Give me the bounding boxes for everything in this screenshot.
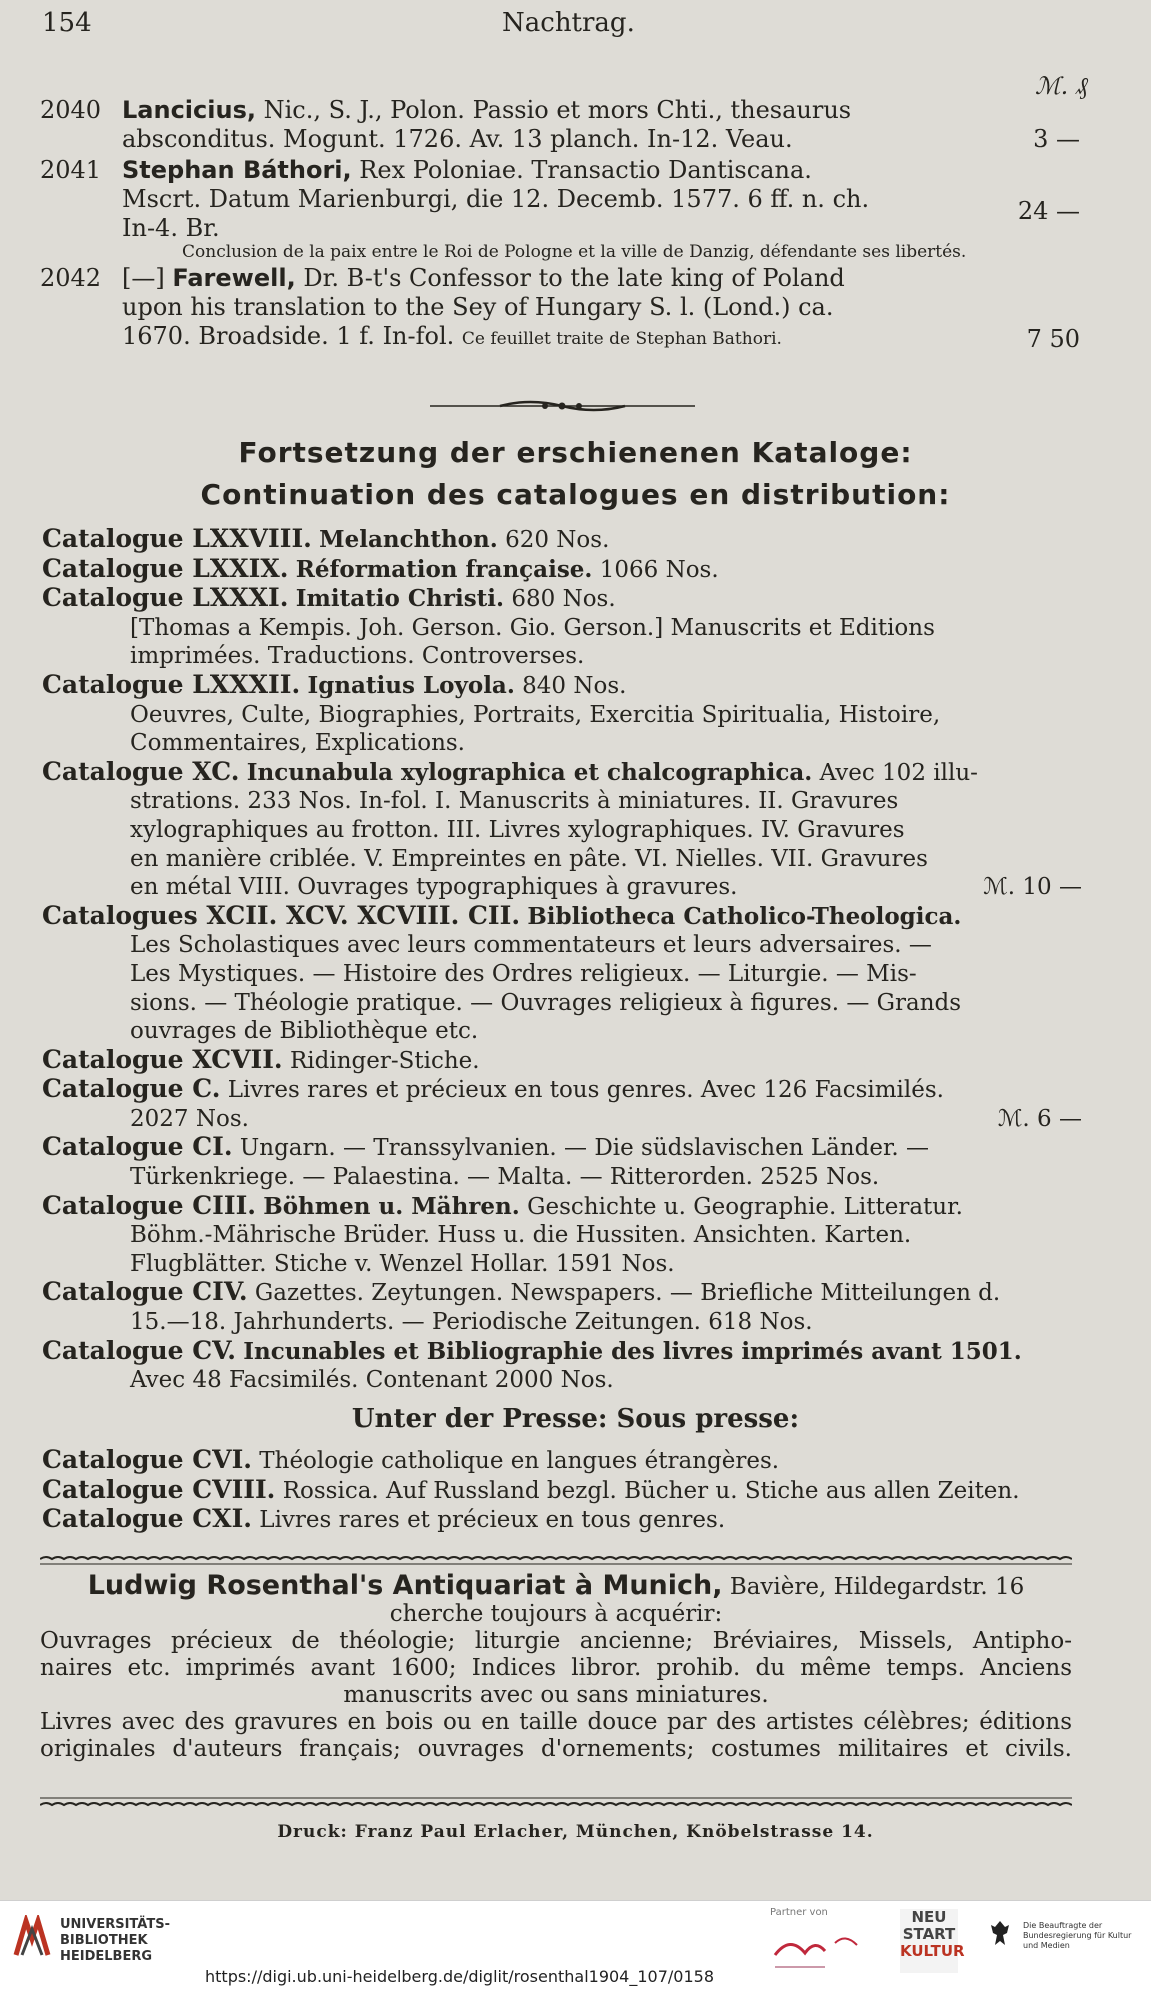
catalogue-rest: 620 Nos. <box>505 527 610 553</box>
entry-line: Nic., S. J., Polon. Passio et mors Chti., thesaurus <box>263 96 852 124</box>
entry-line: absconditus. Mogunt. 1726. Av. 13 planch. In-12. Veau. <box>122 125 793 153</box>
catalogue-label: Catalogue CIV. <box>42 1277 248 1307</box>
presse-item <box>42 1476 1082 1506</box>
catalogue-item <box>42 1278 1082 1336</box>
catalogue-item <box>42 671 1082 758</box>
catalogue-item <box>42 902 1082 1046</box>
catalogue-subject: Réformation française. <box>295 555 593 583</box>
catalogue-rest: Rossica. Auf Russland bezgl. Bücher u. Stiche aus allen Zeiten. <box>282 1477 1020 1504</box>
catalogue-label: Catalogue LXXXII. <box>42 669 301 699</box>
advert-subline: cherche toujours à acquérir: <box>389 1601 723 1627</box>
presse-item <box>42 1446 1082 1476</box>
partner-bird-logo-icon[interactable] <box>765 1925 875 1975</box>
entry-price: 7 50 <box>1026 325 1080 353</box>
catalogue-desc: Les Scholastiques avec leurs commentateurs et leurs adversaires. — <box>130 932 932 959</box>
catalogue-desc-last <box>42 1105 1082 1134</box>
catalogue-list <box>42 525 1082 1395</box>
rosenthal-advert <box>40 1572 1072 1763</box>
catalogue-label: Catalogue XCVII. <box>42 1044 283 1074</box>
federal-eagle-icon <box>989 1919 1011 1947</box>
catalogue-desc: strations. 233 Nos. In-fol. I. Manuscrits à miniatures. II. Gravures <box>130 788 899 815</box>
entry-prefix: [—] <box>122 264 165 292</box>
catalogue-desc: [Thomas a Kempis. Joh. Gerson. Gio. Gerson.] Manuscrits et Editions <box>130 614 935 641</box>
catalogue-label: Catalogues XCII. XCV. XCVIII. CII. <box>42 900 521 930</box>
catalogue-rest: 680 Nos. <box>511 586 616 613</box>
price-column-header: ℳ. ₰ <box>1035 72 1088 100</box>
catalogue-label: Catalogue CVIII. <box>42 1474 276 1504</box>
neustart-kultur-logo[interactable]: NEU START KULTUR <box>900 1909 958 1973</box>
catalogue-label: Catalogue LXXVIII. <box>42 524 312 553</box>
page-number: 154 <box>42 8 92 38</box>
partner-label: Partner von <box>770 1907 828 1918</box>
catalogue-rest: Livres rares et précieux en tous genres. Avec 126 Facsimilés. <box>227 1077 944 1104</box>
entry-price: 24 — <box>1017 197 1080 225</box>
catalogue-item <box>42 1133 1082 1191</box>
catalogue-desc: imprimées. Traductions. Controverses. <box>130 643 585 670</box>
catalogue-rest: Gazettes. Zeytungen. Newspapers. — Briefliche Mitteilungen d. <box>254 1280 1001 1307</box>
catalogue-item <box>42 1046 1082 1076</box>
university-library-name[interactable]: UNIVERSITÄTS- BIBLIOTHEK HEIDELBERG <box>60 1917 170 1964</box>
entry-line: upon his translation to the Sey of Hungary S. l. (Lond.) ca. <box>122 293 834 321</box>
entry-note: Conclusion de la paix entre le Roi de Pologne et la ville de Danzig, défendante ses libertés. <box>182 242 967 262</box>
catalogue-label: Catalogue CXI. <box>42 1504 252 1534</box>
catalogue-desc: Böhm.-Mährische Brüder. Huss u. die Hussiten. Ansichten. Karten. <box>130 1222 912 1249</box>
catalogue-desc: Türkenkriege. — Palaestina. — Malta. — Ritterorden. 2525 Nos. <box>130 1164 880 1191</box>
catalogue-rest: Geschichte u. Geographie. Litteratur. <box>527 1193 963 1220</box>
catalogue-label: Catalogue LXXIX. <box>42 553 289 583</box>
wavy-rule-top <box>40 1552 1072 1566</box>
printer-imprint: Druck: Franz Paul Erlacher, München, Knöbelstrasse 14. <box>277 1822 874 1842</box>
entry-2040 <box>40 96 1080 154</box>
presse-list <box>42 1446 1082 1535</box>
entry-author: Farewell, <box>172 264 296 292</box>
catalogue-subject: Bibliotheca Catholico-Theologica. <box>527 902 962 930</box>
federal-government-logo[interactable]: Die Beauftragte der Bundesregierung für Kultur und Medien <box>985 1917 1145 1961</box>
advert-para-line: naires etc. imprimés avant 1600; Indices libror. prohib. du même temps. Anciens <box>40 1655 1072 1681</box>
catalogue-item <box>42 525 1082 555</box>
catalogue-desc: sions. — Théologie pratique. — Ouvrages religieux à figures. — Grands <box>130 989 962 1016</box>
catalogue-subject: Melanchthon. <box>319 526 498 553</box>
catalogue-desc: Les Mystiques. — Histoire des Ordres religieux. — Liturgie. — Mis- <box>130 960 917 987</box>
catalogue-subject: Ignatius Loyola. <box>307 671 515 699</box>
entry-line: 1670. Broadside. 1 f. In-fol. <box>122 322 455 350</box>
catalogue-price: ℳ. 6 — <box>997 1105 1082 1132</box>
catalogue-desc-last <box>42 873 1082 902</box>
catalogue-item <box>42 758 1082 902</box>
catalogue-label: Catalogue XC. <box>42 756 240 786</box>
ornament-divider <box>430 394 695 418</box>
entry-number: 2040 <box>40 96 102 124</box>
entry-author: Lancicius, <box>122 96 256 124</box>
catalogue-label: Catalogue CVI. <box>42 1445 252 1474</box>
entry-small-note: Ce feuillet traite de Stephan Bathori. <box>461 329 782 349</box>
catalogue-rest: Avec 102 illu- <box>819 759 978 786</box>
entry-line: Mscrt. Datum Marienburgi, die 12. Decemb. 1577. 6 ff. n. ch. <box>122 185 870 213</box>
catalogue-rest: 840 Nos. <box>522 672 627 699</box>
catalogue-desc: Flugblätter. Stiche v. Wenzel Hollar. 1591 Nos. <box>130 1250 675 1277</box>
catalogue-price: ℳ. 10 — <box>983 874 1082 901</box>
catalogue-rest: 1066 Nos. <box>599 556 719 583</box>
catalogue-rest: Ungarn. — Transsylvanien. — Die südslavischen Länder. — <box>239 1135 930 1162</box>
catalogue-item <box>42 1337 1082 1395</box>
catalogue-subject: Imitatio Christi. <box>295 585 505 613</box>
catalogue-desc: Oeuvres, Culte, Biographies, Portraits, Exercitia Spiritualia, Histoire, <box>130 701 941 728</box>
continuation-heading-fr: Continuation des catalogues en distribution: <box>200 478 951 511</box>
catalogue-item <box>42 1075 1082 1133</box>
university-library-logo-icon[interactable] <box>12 1915 52 1959</box>
entry-line: Dr. B-t's Confessor to the late king of Poland <box>303 264 845 292</box>
catalogue-label: Catalogue CI. <box>42 1132 233 1162</box>
entry-line: In-4. Br. <box>122 214 220 242</box>
continuation-heading-de: Fortsetzung der erschienenen Kataloge: <box>238 436 913 469</box>
catalogue-label: Catalogue C. <box>42 1074 221 1104</box>
catalogue-desc: 2027 Nos. <box>130 1105 249 1132</box>
catalogue-item <box>42 555 1082 585</box>
entry-line: Rex Poloniae. Transactio Dantiscana. <box>359 156 812 184</box>
entry-number: 2041 <box>40 156 102 184</box>
catalogue-entries <box>40 96 1080 356</box>
advert-para-line: Ouvrages précieux de théologie; liturgie ancienne; Bréviaires, Missels, Antipho- <box>40 1628 1072 1654</box>
catalogue-desc: Commentaires, Explications. <box>130 730 465 757</box>
catalogue-rest: Théologie catholique en langues étrangères. <box>259 1448 780 1474</box>
catalogue-desc: Avec 48 Facsimilés. Contenant 2000 Nos. <box>130 1367 614 1394</box>
catalogue-item <box>42 584 1082 671</box>
catalogue-desc: ouvrages de Bibliothèque etc. <box>130 1018 479 1045</box>
catalogue-desc: 15.—18. Jahrhunderts. — Periodische Zeitungen. 618 Nos. <box>130 1309 813 1336</box>
advert-para-line: Livres avec des gravures en bois ou en taille douce par des artistes célèbres; éditions <box>40 1709 1072 1735</box>
entry-2042 <box>40 264 1080 354</box>
entry-author: Stephan Báthori, <box>122 156 352 184</box>
presse-heading: Unter der Presse: Sous presse: <box>351 1404 800 1434</box>
catalogue-rest: Ridinger-Stiche. <box>289 1047 480 1074</box>
catalogue-rest: Livres rares et précieux en tous genres. <box>259 1507 726 1534</box>
running-head <box>42 8 1091 48</box>
advert-para-line: originales d'auteurs français; ouvrages d'ornements; costumes militaires et civils. <box>40 1736 1072 1762</box>
catalogue-subject: Böhmen u. Mähren. <box>263 1192 520 1220</box>
catalogue-label: Catalogue CV. <box>42 1335 236 1365</box>
permalink-url[interactable]: https://digi.ub.uni-heidelberg.de/diglit/rosenthal1904_107/0158 <box>205 1967 715 1986</box>
catalogue-label: Catalogue LXXXI. <box>42 583 289 613</box>
presse-item <box>42 1505 1082 1535</box>
firm-name: Ludwig Rosenthal's Antiquariat à Munich, <box>87 1570 723 1601</box>
viewer-footer <box>0 1900 1151 1989</box>
catalogue-item <box>42 1192 1082 1279</box>
wavy-rule-bottom <box>40 1796 1072 1810</box>
catalogue-desc: en métal VIII. Ouvrages typographiques à gravures. <box>130 874 738 901</box>
catalogue-subject: Incunables et Bibliographie des livres imprimés avant 1501. <box>243 1337 1022 1365</box>
firm-address: Bavière, Hildegardstr. 16 <box>729 1574 1025 1600</box>
advert-firm-line <box>40 1572 1072 1601</box>
running-title: Nachtrag. <box>502 8 635 38</box>
catalogue-subject: Incunabula xylographica et chalcographica. <box>246 758 813 786</box>
entry-number: 2042 <box>40 264 102 292</box>
advert-para-line: manuscrits avec ou sans miniatures. <box>343 1682 769 1708</box>
catalogue-desc: en manière criblée. V. Empreintes en pâte. VI. Nielles. VII. Gravures <box>130 845 928 872</box>
catalogue-label: Catalogue CIII. <box>42 1190 256 1220</box>
catalogue-desc: xylographiques au frotton. III. Livres xylographiques. IV. Gravures <box>130 816 905 843</box>
entry-2041 <box>40 156 1080 262</box>
entry-price: 3 — <box>1033 125 1080 153</box>
